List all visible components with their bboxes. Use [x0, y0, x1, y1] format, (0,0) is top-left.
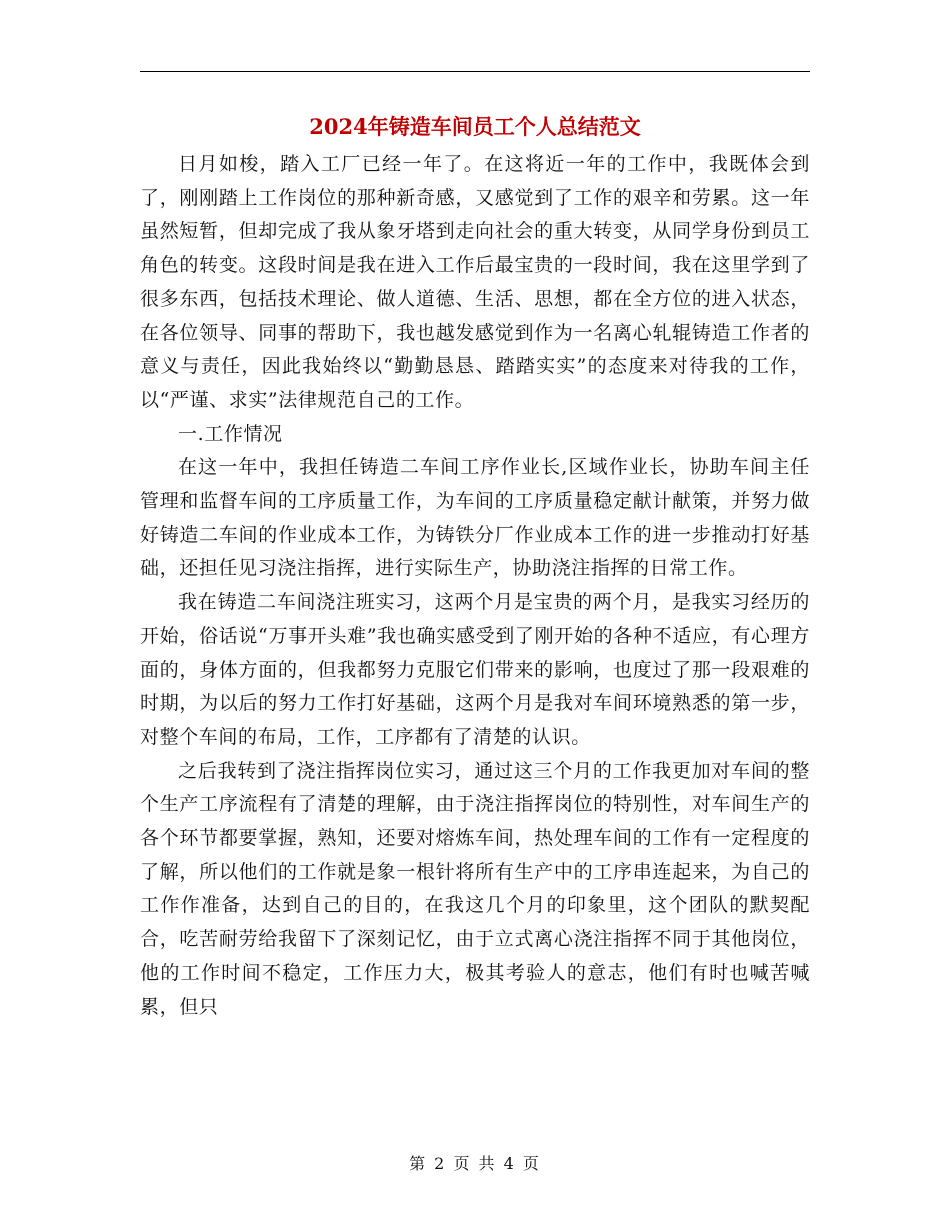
paragraph-pouring-command: 之后我转到了浇注指挥岗位实习，通过这三个月的工作我更加对车间的整个生产工序流程有了清楚的理解，由于浇注指挥岗位的特别性，对车间生产的各个环节都要掌握，熟知，还要对熔炼车间，热处理车间的工作有一定程度的了解，所以他们的工作就是象一根针将所有生产中的工序串连起来，为自己的工作作准备，达到自己的目的，在我这几个月的印象里，这个团队的默契配合，吃苦耐劳给我留下了深刻记忆，由于立式离心浇注指挥不同于其他岗位，他的工作时间不稳定，工作压力大，极其考验人的意志，他们有时也喊苦喊累，但只 — [140, 759, 810, 1018]
section-heading-work: 一.工作情况 — [178, 422, 283, 445]
paragraph-casting-internship: 我在铸造二车间浇注班实习，这两个月是宝贵的两个月，是我实习经历的开始，俗话说“万事开头难”我也确实感受到了刚开始的各种不适应，有心理方面的，身体方面的，但我都努力克服它们带来的影响，也度过了那一段艰难的时期，为以后的努力工作打好基础，这两个月是我对车间环境熟悉的第一步，对整个车间的布局，工作，工序都有了清楚的认识。 — [140, 591, 810, 748]
paragraph-work-duties: 在这一年中，我担任铸造二车间工序作业长,区域作业长，协助车间主任管理和监督车间的工序质量工作，为车间的工序质量稳定献计献策，并努力做好铸造二车间的作业成本工作，为铸铁分厂作业成本工作的进一步推动打好基础，还担任见习浇注指挥，进行实际生产，协助浇注指挥的日常工作。 — [140, 456, 810, 580]
page-number: 第 2 页 共 4 页 — [409, 1154, 541, 1173]
paragraph-intro: 日月如梭，踏入工厂已经一年了。在这将近一年的工作中，我既体会到了，刚刚踏上工作岗位的那种新奇感，又感觉到了工作的艰辛和劳累。这一年虽然短暂，但却完成了我从象牙塔到走向社会的重大转变，从同学身份到员工角色的转变。这段时间是我在进入工作后最宝贵的一段时间，我在这里学到了很多东西，包括技术理论、做人道德、生活、思想，都在全方位的进入状态，在各位领导、同事的帮助下，我也越发感觉到作为一名离心轧辊铸造工作者的意义与责任，因此我始终以“勤勤恳恳、踏踏实实”的态度来对待我的工作，以“严谨、求实”法律规范自己的工作。 — [140, 153, 810, 411]
page-footer — [0, 1152, 950, 1176]
document-title: 2024年铸造车间员工个人总结范文 — [309, 114, 641, 139]
document-body — [140, 148, 810, 1024]
header-rule — [140, 71, 810, 72]
